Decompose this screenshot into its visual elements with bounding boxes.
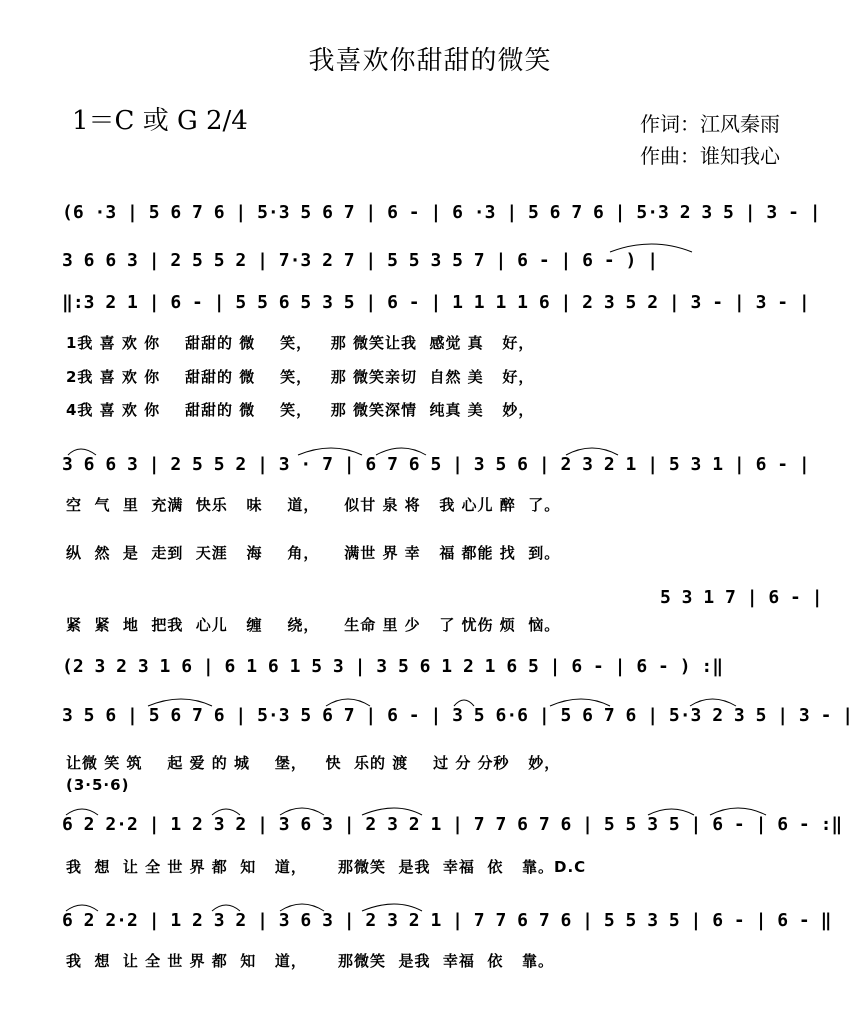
staff-line: 6 2 2·2 | 1 2 3 2 | 3 6 3 | 2 3 2 1 | 7 7 6 7 6 | 5 5 3 5 | 6 - | 6 - :‖ <box>62 814 843 835</box>
staff-line: 3 5 6 | 5 6 7 6 | 5·3 5 6 7 | 6 - | 3 5 6·6 | 5 6 7 6 | 5·3 2 3 5 | 3 - | <box>62 705 854 726</box>
lyric-line: 紧 紧 地 把我 心儿 缠 绕， 生命 里 少 了 忧伤 烦 恼。 <box>66 616 561 634</box>
lyric-note: (3·5·6) <box>66 776 130 794</box>
lyric-line: 我 想 让 全 世 界 都 知 道， 那微笑 是我 幸福 依 靠。D.C <box>66 858 587 876</box>
staff-line: 3 6 6 3 | 2 5 5 2 | 7·3 2 7 | 5 5 3 5 7 | 6 - | 6 - ) | <box>62 250 659 271</box>
lyric-line: 4我 喜 欢 你 甜甜的 微 笑， 那 微笑深情 纯真 美 妙， <box>66 401 535 419</box>
lyric-line: 让微 笑 筑 起 爱 的 城 堡， 快 乐的 渡 过 分 分秒 妙， <box>66 754 561 772</box>
staff-line: 6 2 2·2 | 1 2 3 2 | 3 6 3 | 2 3 2 1 | 7 7 6 7 6 | 5 5 3 5 | 6 - | 6 - ‖ <box>62 910 832 931</box>
lyric-line: 纵 然 是 走到 天涯 海 角， 满世 界 幸 福 都能 找 到。 <box>66 544 561 562</box>
staff-line: 5 3 1 7 | 6 - | <box>660 587 823 608</box>
lyric-line: 空 气 里 充满 快乐 味 道， 似甘 泉 将 我 心儿 醉 了。 <box>66 496 561 514</box>
staff-line: ‖:3 2 1 | 6 - | 5 5 6 5 3 5 | 6 - | 1 1 1 1 6 | 2 3 5 2 | 3 - | 3 - | <box>62 292 810 313</box>
credits <box>640 108 780 172</box>
lyric-line: 1我 喜 欢 你 甜甜的 微 笑， 那 微笑让我 感觉 真 好， <box>66 334 535 352</box>
staff-line: (6 ·3 | 5 6 7 6 | 5·3 5 6 7 | 6 - | 6 ·3 | 5 6 7 6 | 5·3 2 3 5 | 3 - | <box>62 202 821 223</box>
staff-line: (2 3 2 3 1 6 | 6 1 6 1 5 3 | 3 5 6 1 2 1 6 5 | 6 - | 6 - ) :‖ <box>62 656 724 677</box>
key-signature: 1＝C 或 G 2/4 <box>72 106 248 136</box>
composer-credit: 作曲：谁知我心 <box>640 144 780 168</box>
lyricist-credit: 作词：江风秦雨 <box>640 112 780 136</box>
lyric-line: 2我 喜 欢 你 甜甜的 微 笑， 那 微笑亲切 自然 美 好， <box>66 368 535 386</box>
song-title: 我喜欢你甜甜的微笑 <box>308 46 552 76</box>
lyric-line: 我 想 让 全 世 界 都 知 道， 那微笑 是我 幸福 依 靠。 <box>66 952 555 970</box>
staff-line: 3 6 6 3 | 2 5 5 2 | 3 · 7 | 6 7 6 5 | 3 5 6 | 2 3 2 1 | 5 3 1 | 6 - | <box>62 454 810 475</box>
